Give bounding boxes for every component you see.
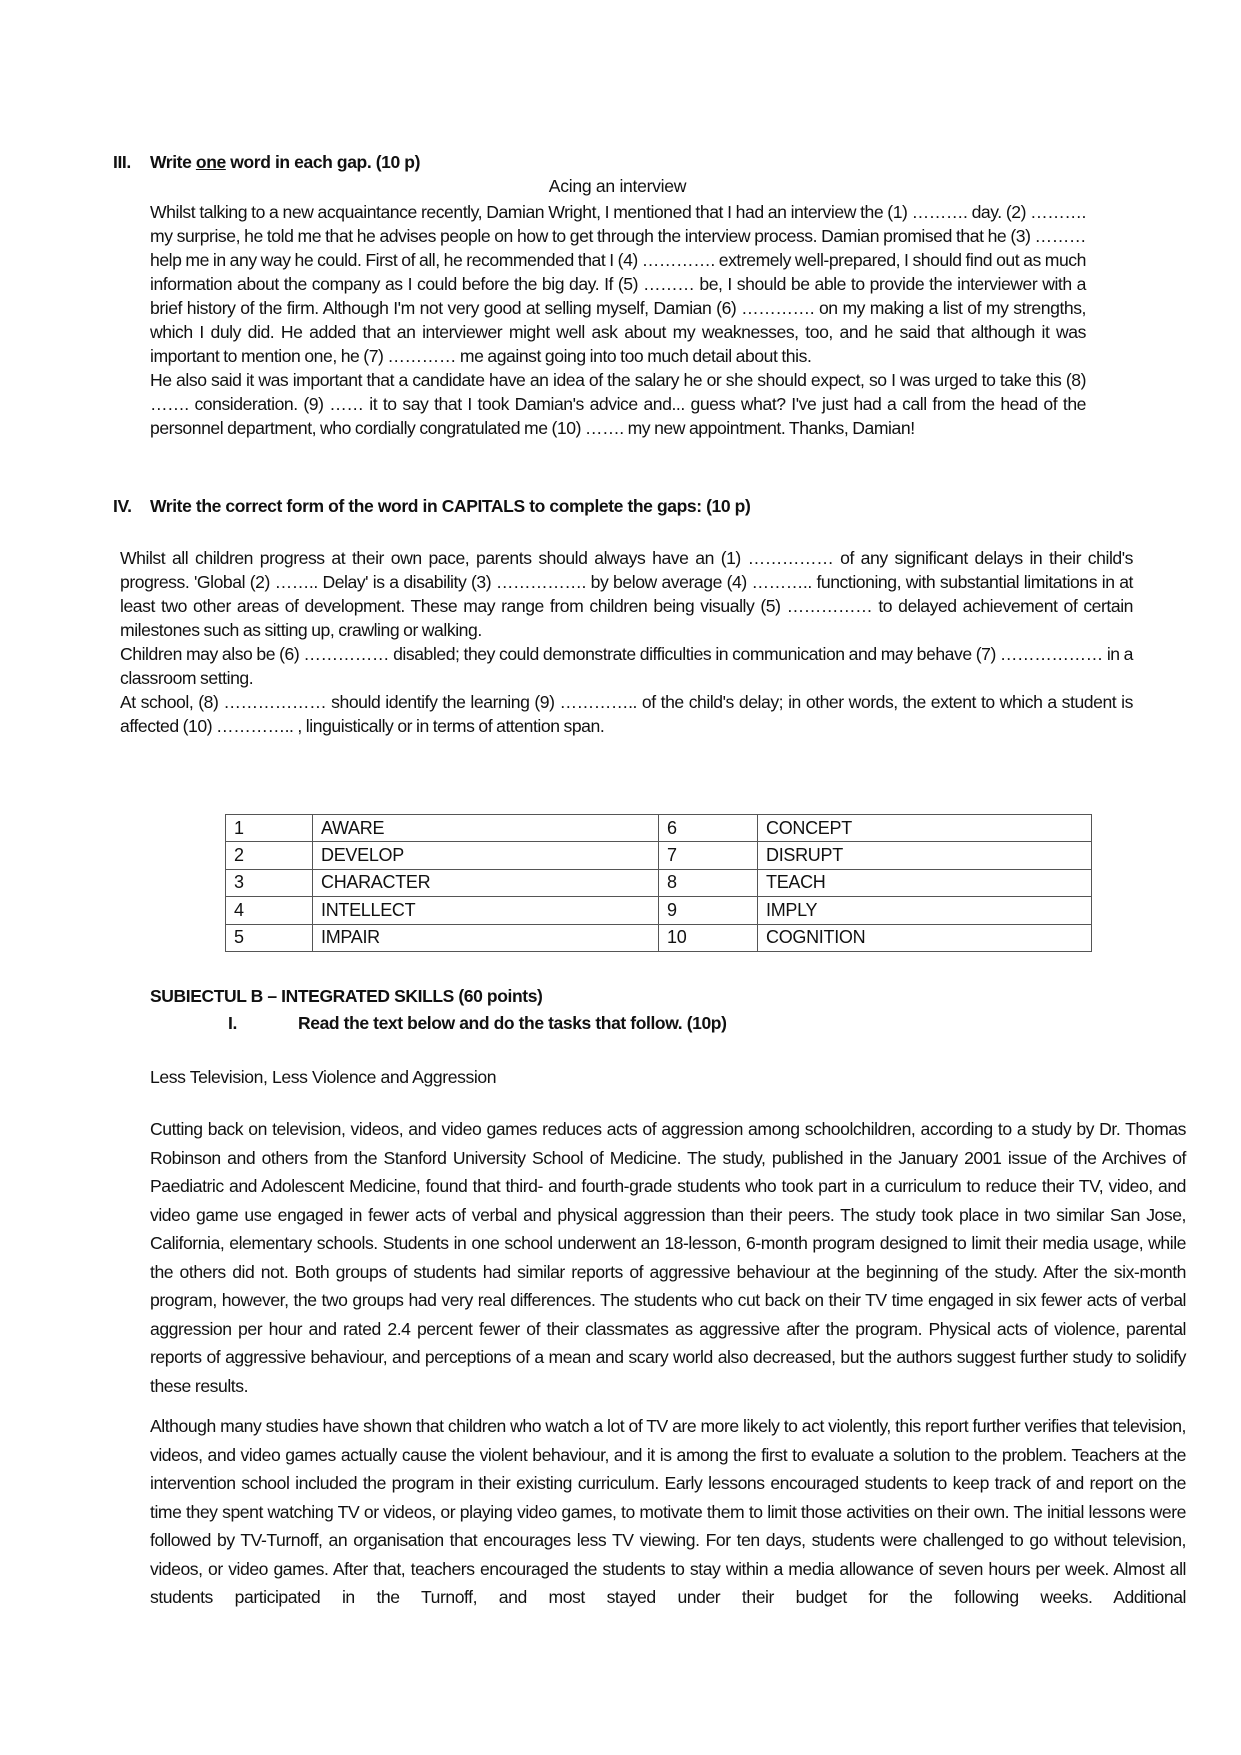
section-iv-heading-text: Write the correct form of the word in CAPITALS to complete the gaps: (10 p) — [150, 496, 751, 516]
reading-text — [150, 1115, 1186, 1612]
word-number: 7 — [659, 842, 758, 869]
word-number: 4 — [226, 897, 313, 924]
word-number: 2 — [226, 842, 313, 869]
section-iv-paragraph: Whilst all children progress at their own pace, parents should always have an (1) …………… of any significant delays in their child's progress. 'Global (2) …….. Delay' is a disability (3) ……………. by below average (4) ……….. functioning, with substantial limitations in at least two other areas of development. These may range from children being visually (5) …………… to delayed achievement of certain milestones such as sitting up, crawling or walking. — [120, 548, 1133, 640]
word-cell: IMPLY — [758, 897, 1092, 924]
section-iv-heading — [113, 496, 750, 517]
section-iii-text — [150, 200, 1086, 440]
word-number: 9 — [659, 897, 758, 924]
section-iv-number: IV. — [113, 496, 132, 516]
word-table — [225, 814, 1092, 952]
section-iii-heading-underlined: one — [195, 152, 226, 172]
table-row — [226, 815, 1092, 842]
word-number: 8 — [659, 869, 758, 896]
word-cell: TEACH — [758, 869, 1092, 896]
section-iii-paragraph: Whilst talking to a new acquaintance recently, Damian Wright, I mentioned that I had an interview the (1) ………. day. (2) ………. my surprise, he told me that he advises people on how to get through the interview process. Damian promised that he (3) ……… help me in any way he could. First of all, he recommended that I (4) …………. extremely well-prepared, I should find out as much information about the company as I could before the big day. If (5) ……… be, I should be able to provide the interviewer with a brief history of the firm. Although I'm not very good at selling myself, Damian (6) …………. on my making a list of my strengths, which I duly did. He added that an interviewer might well ask about my weaknesses, too, and he said that although it was important to mention one, he (7) ………… me against going into too much detail about this. — [150, 202, 1086, 366]
reading-paragraph: Cutting back on television, videos, and video games reduces acts of aggression among schoolchildren, according to a study by Dr. Thomas Robinson and others from the Stanford University School of Medicine. The study, published in the January 2001 issue of the Archives of Paediatric and Adolescent Medicine, found that third- and fourth-grade students who took part in a curriculum to reduce their TV, video, and video game use engaged in fewer acts of verbal and physical aggression than their peers. The study took place in two similar San Jose, California, elementary schools. Students in one school underwent an 18-lesson, 6-month program designed to limit their media usage, while the others did not. Both groups of students had similar reports of aggressive behaviour at the beginning of the study. After the six-month program, however, the two groups had very real differences. The students who cut back on their TV time engaged in six fewer acts of verbal aggression per hour and rated 2.4 percent fewer of their classmates as aggressive after the program. Physical acts of violence, parental reports of aggressive behaviour, and perceptions of a mean and scary world also decreased, but the authors suggest further study to solidify these results. — [150, 1119, 1186, 1396]
section-iii-heading-post: word in each gap. (10 p) — [225, 152, 421, 172]
subiect-b-heading: SUBIECTUL B – INTEGRATED SKILLS (60 points) — [150, 986, 543, 1006]
word-number: 3 — [226, 869, 313, 896]
word-cell: CHARACTER — [313, 869, 659, 896]
section-iii-title: Acing an interview — [548, 176, 687, 196]
table-row — [226, 924, 1092, 951]
section-iii-heading — [113, 152, 420, 173]
word-cell: DISRUPT — [758, 842, 1092, 869]
section-iv-paragraph: Children may also be (6) …………… disabled; they could demonstrate difficulties in communication and may behave (7) ……………… in a classroom setting. — [120, 644, 1133, 688]
task-i-heading-text: Read the text below and do the tasks that follow. (10p) — [298, 1013, 727, 1033]
word-number: 1 — [226, 815, 313, 842]
section-iii-number: III. — [113, 152, 131, 172]
reading-paragraph: Although many studies have shown that children who watch a lot of TV are more likely to act violently, this report further verifies that television, videos, and video games actually cause the violent behaviour, and it is among the first to evaluate a solution to the problem. Teachers at the intervention school included the program in their existing curriculum. Early lessons encouraged students to keep track of and report on the time they spent watching TV or videos, or playing video games, to motivate them to limit those activities on their own. The initial lessons were followed by TV-Turnoff, an organisation that encourages less TV viewing. For ten days, students were challenged to go without television, videos, or video games. After that, teachers encouraged the students to stay within a media allowance of seven hours per week. Almost all students participated in the Turnoff, and most stayed under their budget for the following weeks. Additional — [150, 1416, 1186, 1607]
table-row — [226, 897, 1092, 924]
task-i-heading — [228, 1013, 727, 1034]
task-i-number: I. — [228, 1013, 237, 1033]
section-iii-heading-pre: Write — [150, 152, 196, 172]
word-cell: INTELLECT — [313, 897, 659, 924]
word-cell: AWARE — [313, 815, 659, 842]
table-row — [226, 869, 1092, 896]
table-row — [226, 842, 1092, 869]
word-cell: DEVELOP — [313, 842, 659, 869]
section-iv-paragraph: At school, (8) ……………… should identify the learning (9) ………….. of the child's delay; in other words, the extent to which a student is affected (10) ………….. , linguistically or in terms of attention span. — [120, 692, 1133, 736]
word-number: 6 — [659, 815, 758, 842]
word-cell: IMPAIR — [313, 924, 659, 951]
reading-text-title: Less Television, Less Violence and Aggression — [150, 1067, 497, 1087]
section-iii-paragraph: He also said it was important that a candidate have an idea of the salary he or she should expect, so I was urged to take this (8) ……. consideration. (9) …… it to say that I took Damian's advice and... guess what? I've just had a call from the head of the personnel department, who cordially congratulated me (10) ……. my new appointment. Thanks, Damian! — [150, 370, 1086, 438]
section-iv-text — [120, 546, 1133, 738]
word-number: 10 — [659, 924, 758, 951]
word-cell: COGNITION — [758, 924, 1092, 951]
word-cell: CONCEPT — [758, 815, 1092, 842]
word-number: 5 — [226, 924, 313, 951]
